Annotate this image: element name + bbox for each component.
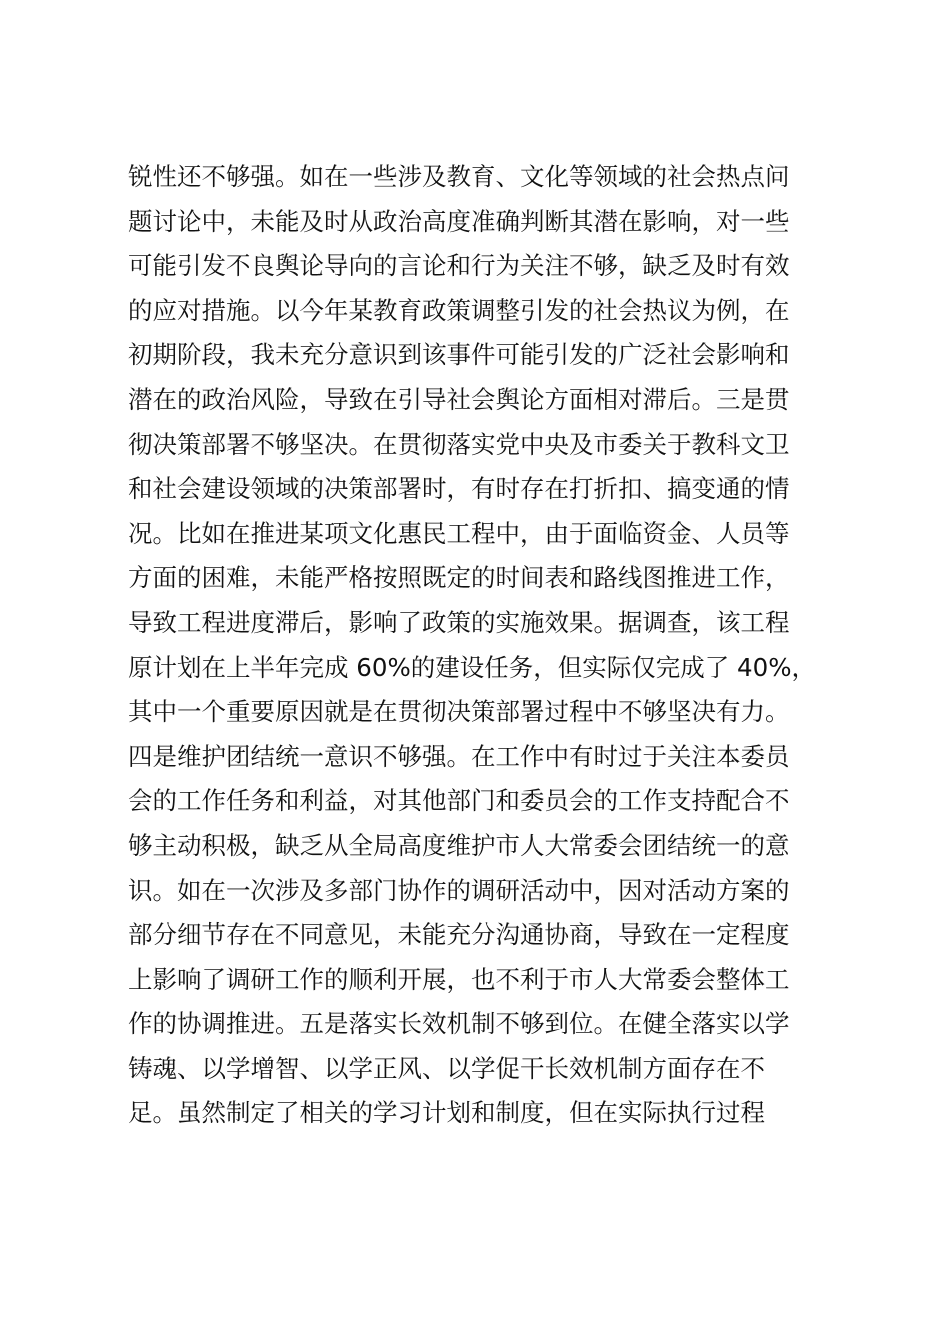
text-line: 会的工作任务和利益，对其他部门和委员会的工作支持配合不 [128, 786, 790, 816]
text-line: 彻决策部署不够坚决。在贯彻落实党中央及市委关于教科文卫 [128, 429, 790, 459]
text-line: 原计划在上半年完成 60%的建设任务，但实际仅完成了 40%， [128, 652, 816, 682]
text-line: 潜在的政治风险，导致在引导社会舆论方面相对滞后。三是贯 [128, 384, 790, 414]
text-line: 题讨论中，未能及时从政治高度准确判断其潜在影响，对一些 [128, 206, 790, 236]
text-line: 和社会建设领域的决策部署时，有时存在打折扣、搞变通的情 [128, 474, 790, 504]
text-line: 作的协调推进。五是落实长效机制不够到位。在健全落实以学 [128, 1009, 790, 1039]
text-line: 的应对措施。以今年某教育政策调整引发的社会热议为例，在 [128, 295, 790, 325]
text-line: 足。虽然制定了相关的学习计划和制度，但在实际执行过程 [128, 1098, 765, 1128]
text-line: 够主动积极，缺乏从全局高度维护市人大常委会团结统一的意 [128, 830, 790, 860]
text-line: 部分细节存在不同意见，未能充分沟通协商，导致在一定程度 [128, 920, 790, 950]
body-paragraph [128, 155, 828, 1136]
text-line: 识。如在一次涉及多部门协作的调研活动中，因对活动方案的 [128, 875, 790, 905]
text-line: 上影响了调研工作的顺利开展，也不利于市人大常委会整体工 [128, 964, 790, 994]
text-line: 其中一个重要原因就是在贯彻决策部署过程中不够坚决有力。 [128, 697, 790, 727]
text-line: 况。比如在推进某项文化惠民工程中，由于面临资金、人员等 [128, 518, 790, 548]
text-line: 可能引发不良舆论导向的言论和行为关注不够，缺乏及时有效 [128, 251, 790, 281]
text-line: 方面的困难，未能严格按照既定的时间表和路线图推进工作， [128, 563, 790, 593]
text-line: 初期阶段，我未充分意识到该事件可能引发的广泛社会影响和 [128, 340, 790, 370]
text-line: 锐性还不够强。如在一些涉及教育、文化等领域的社会热点问 [128, 162, 790, 191]
text-line: 铸魂、以学增智、以学正风、以学促干长效机制方面存在不 [128, 1053, 765, 1083]
text-line: 导致工程进度滞后，影响了政策的实施效果。据调查，该工程 [128, 607, 790, 637]
text-line: 四是维护团结统一意识不够强。在工作中有时过于关注本委员 [128, 741, 790, 771]
